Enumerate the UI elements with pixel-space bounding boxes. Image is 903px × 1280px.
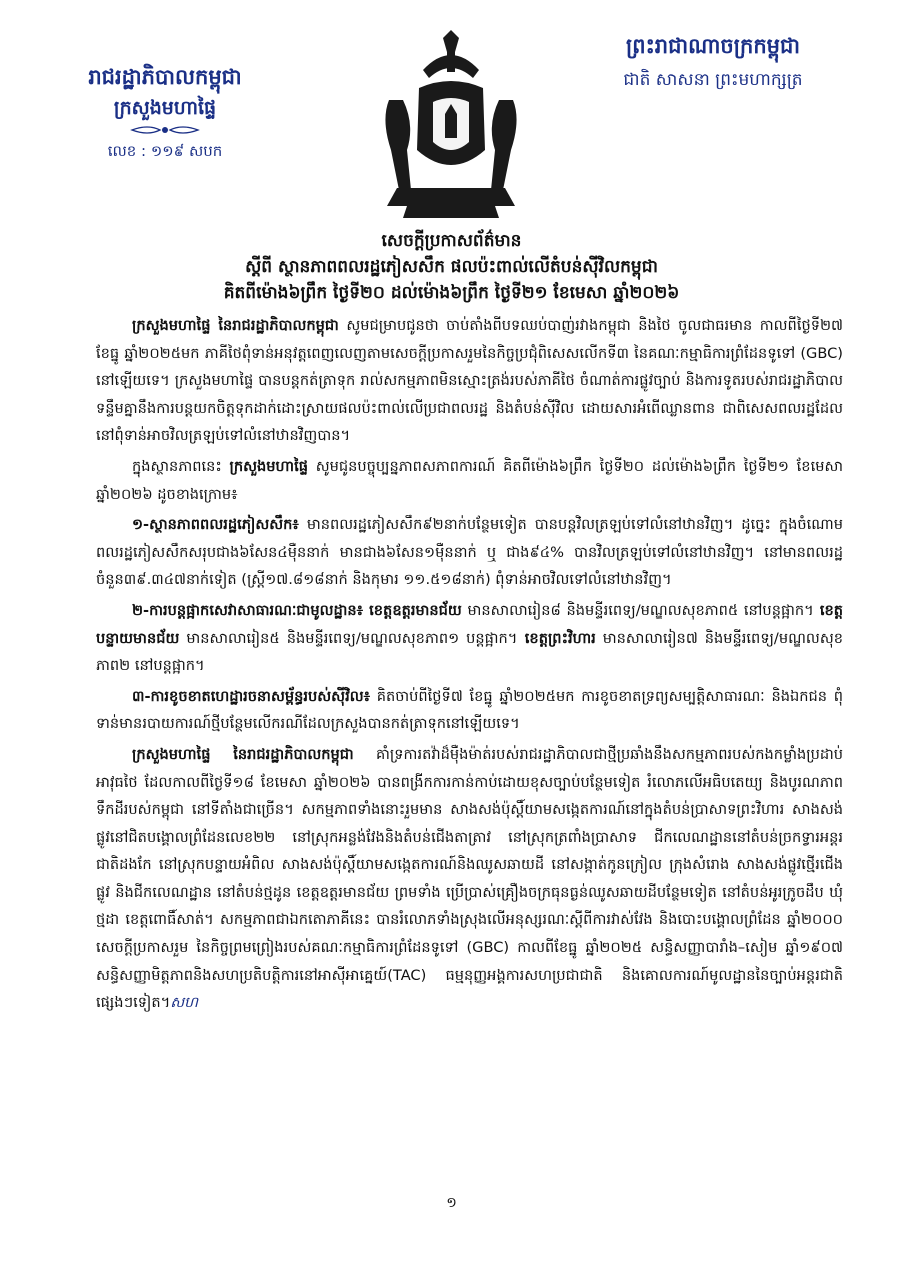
page-number: ១ <box>446 1195 457 1211</box>
province-banteay-meanchey: ខេត្តបន្ទាយមានជ័យ <box>96 601 844 647</box>
document-body <box>96 312 843 1017</box>
handwritten-initials: សហ <box>170 994 199 1012</box>
reference-number: លេខ : ១១៩ សបក <box>107 142 223 160</box>
national-motto: ជាតិ សាសនា ព្រះមហាក្សត្រ <box>623 70 803 90</box>
government-name: រាជរដ្ឋាភិបាលកម្ពុជា <box>88 65 242 89</box>
header-left <box>40 62 290 164</box>
situation-ministry: ក្រសួងមហាផ្ទៃ <box>229 457 308 475</box>
intro-text: សូមជម្រាបជូនថា ចាប់តាំងពីបទឈប់បាញ់រវាងកម្ពុជា និងថៃ ចូលជាធរមាន កាលពីថ្ងៃទី២៧ ខែធ្នូ ឆ្នាំ២០២៥មក ភាគីថៃពុំទាន់អនុវត្តពេញលេញតាមសេចក្តីប្រកាសរួមនៃកិច្ចប្រជុំពិសេសលើកទី៣ នៃគណៈកម្មាធិការព្រំដែនទូទៅ (GBC) នៅឡើយទេ។ ក្រសួងមហាផ្ទៃ បានបន្តកត់ត្រាទុក រាល់សកម្មភាពមិនស្មោះត្រង់របស់ភាគីថៃ ចំណាត់ការផ្លូវច្បាប់ និងការទូតរបស់រាជរដ្ឋាភិបាល ទន្ទឹមគ្នានឹងការបន្តយកចិត្តទុកដាក់ដោះស្រាយផលប៉ះពាល់លើប្រជាពលរដ្ឋ និងតំបន់ស៊ីវិល ដោយសារអំពើឈ្លានពាន ជាពិសេសពលរដ្ឋដែលនៅពុំទាន់អាចវិលត្រឡប់ទៅលំនៅឋានវិញបាន។ <box>96 317 843 445</box>
section-2-text-1: មានសាលារៀន៨ និងមន្ទីរពេទ្យ/មណ្ឌលសុខភាព៥ នៅបន្តផ្អាក។ <box>461 601 814 619</box>
intro-ministry: ក្រសួងមហាផ្ទៃ នៃរាជរដ្ឋាភិបាលកម្ពុជា <box>132 317 339 334</box>
paragraph-situation <box>96 453 843 508</box>
protest-text: គាំទ្រការតវ៉ាដ៏ម៉ឺងម៉ាត់របស់រាជរដ្ឋាភិបាលជាថ្មីប្រឆាំងនឹងសកម្មភាពរបស់កងកម្លាំងប្រដាប់អាវុធថៃ ដែលកាលពីថ្ងៃទី១៨ ខែមេសា ឆ្នាំ២០២៦ បានពង្រីកការកាន់កាប់ដោយខុសច្បាប់បន្ថែមទៀត រំលោភលើអធិបតេយ្យ និងបូរណភាពទឹកដីរបស់កម្ពុជា នៅទីតាំងជាច្រើន។ សកម្មភាពទាំងនោះរួមមាន សាងសង់ប៉ុស្តិ៍យាមសង្កេតការណ៍នៅក្នុងតំបន់ប្រាសាទព្រះវិហារ សាងសង់ផ្លូវនៅជិតបង្គោលព្រំដែនលេខ២២ នៅស្រុកអន្លង់វែងនិងតំបន់ជើងតាត្រាវ នៅស្រុកត្រពាំងប្រាសាទ ជីកលេណដ្ឋាននៅតំបន់ច្រកទ្វារអន្តរជាតិដងកែ នៅស្រុកបន្ទាយអំពិល សាងសង់ប៉ុស្តិ៍យាមសង្កេតការណ៍និងឈូសឆាយដី នៅសង្កាត់កូនក្រៀល ក្រុងសំរោង សាងសង់ផ្លូវថ្មើរជើង ផ្លូវ និងជីកលេណដ្ឋាន នៅតំបន់ថ្មដូន ខេត្តឧត្តរមានជ័យ ព្រមទាំង ប្រើប្រាស់គ្រឿងចក្រធុនធ្ងន់ឈូសឆាយដីបន្ថែមទៀត នៅតំបន់អូរក្រូចដឹប ឃុំថ្មដា ខេត្តពោធិ៍សាត់។ សកម្មភាពជាឯកតោភាគីនេះ បានរំលោភទាំងស្រុងលើអនុស្សរណៈស្តីពីការវាស់វែង និងបោះបង្គោលព្រំដែន ឆ្នាំ២០០០ សេចក្តីប្រកាសរួម នៃកិច្ចព្រមព្រៀងរបស់គណៈកម្មាធិការព្រំដែនទូទៅ (GBC) កាលពីខែធ្នូ ឆ្នាំ២០២៥ សន្ធិសញ្ញាបារាំង–សៀម ឆ្នាំ១៩០៧ សន្ធិសញ្ញាមិត្តភាពនិងសហប្រតិបត្តិការនៅអាស៊ីអាគ្នេយ៍(TAC) ធម្មនុញ្ញអង្គការសហប្រជាជាតិ និងគោលការណ៍មូលដ្ឋាននៃច្បាប់អន្តរជាតិផ្សេងៗទៀត។ <box>96 745 843 1012</box>
section-2-heading: ២-ការបន្តផ្អាកសេវាសាធារណៈជាមូលដ្ឋាន៖ <box>132 601 364 619</box>
province-preah-vihear: ខេត្តព្រះវិហារ <box>517 629 596 647</box>
title-line-3: គិតពីម៉ោង៦ព្រឹក ថ្ងៃទី២០ ដល់ម៉ោង៦ព្រឹក ថ្ងៃទី២១ ខែមេសា ឆ្នាំ២០២៦ <box>223 283 680 303</box>
paragraph-protest <box>96 741 843 1017</box>
document-title <box>40 228 863 306</box>
section-infrastructure <box>96 683 843 738</box>
title-line-2: ស្តីពី ស្ថានភាពពលរដ្ឋភៀសសឹក ផលប៉ះពាល់លើតំបន់ស៊ីវិលកម្ពុជា <box>245 257 658 277</box>
section-3-text: គិតចាប់ពីថ្ងៃទី៧ ខែធ្នូ ឆ្នាំ២០២៥មក ការខូចខាតទ្រព្យសម្បត្តិសាធារណៈ និងឯកជន ពុំទាន់មានរបាយការណ៍ថ្មីបន្ថែមលើករណីដែលក្រសួងបានកត់ត្រាទុកនៅឡើយទេ។ <box>96 687 843 733</box>
kingdom-name: ព្រះរាជាណាចក្រកម្ពុជា <box>625 34 800 58</box>
royal-emblem-icon <box>353 30 549 220</box>
section-2-text-3: មានសាលារៀន៧ និងមន្ទីរពេទ្យ/មណ្ឌលសុខភាព២ នៅបន្តផ្អាក។ <box>96 629 843 675</box>
situation-prefix: ក្នុងស្ថានភាពនេះ <box>132 457 230 475</box>
section-public-services <box>96 597 843 680</box>
section-3-heading: ៣-ការខូចខាតហេដ្ឋារចនាសម្ព័ន្ធរបស់ស៊ីវិល៖ <box>132 687 371 705</box>
protest-ministry: ក្រសួងមហាផ្ទៃ នៃរាជរដ្ឋាភិបាលកម្ពុជា <box>132 745 354 763</box>
title-line-1: សេចក្តីប្រកាសព័ត៌មាន <box>381 231 522 251</box>
paragraph-intro <box>96 312 843 450</box>
header-right <box>563 30 863 94</box>
section-refugees <box>96 511 843 594</box>
province-oddar-meanchey: ខេត្តឧត្តរមានជ័យ <box>363 601 462 619</box>
ornament-icon <box>130 124 200 136</box>
ministry-name: ក្រសួងមហាផ្ទៃ <box>113 97 217 119</box>
section-2-text-2: មានសាលារៀន៥ និងមន្ទីរពេទ្យ/មណ្ឌលសុខភាព១ បន្តផ្អាក។ <box>179 629 518 647</box>
section-1-heading: ១-ស្ថានភាពពលរដ្ឋភៀសសឹក៖ <box>132 516 299 534</box>
section-1-text: មានពលរដ្ឋភៀសសឹក៩២នាក់បន្ថែមទៀត បានបន្តវិលត្រឡប់ទៅលំនៅឋានវិញ។ ដូច្នេះ ក្នុងចំណោមពលរដ្ឋភៀសសឹកសរុបជាង៦សែន៤ម៉ឺននាក់ មានជាង៦សែន១ម៉ឺននាក់ ឬ ជាង៩៤% បានវិលត្រឡប់ទៅលំនៅឋានវិញ។ នៅមានពលរដ្ឋចំនួន៣៩.៣៤៧នាក់ទៀត (ស្ត្រី១៧.៨១៨នាក់ និងកុមារ ១១.៥១៨នាក់) ពុំទាន់អាចវិលទៅលំនៅឋានវិញ។ <box>96 516 843 589</box>
situation-text: សូមជូនបច្ចុប្បន្នភាពសភាពការណ៍ គិតពីម៉ោង៦ព្រឹក ថ្ងៃទី២០ ដល់ម៉ោង៦ព្រឹក ថ្ងៃទី២១ ខែមេសា ឆ្នាំ២០២៦ ដូចខាងក្រោម៖ <box>96 457 843 503</box>
